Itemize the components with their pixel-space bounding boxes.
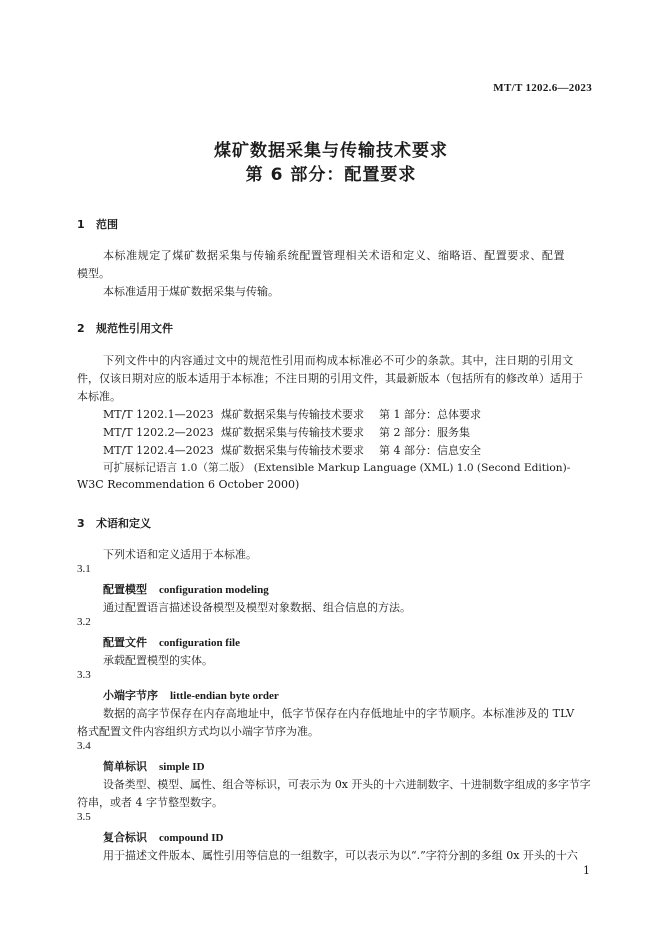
clause-number: 3.3 (77, 669, 91, 681)
reference-title: 煤矿数据采集与传输技术要求 (221, 444, 364, 457)
clause-number: 3.4 (77, 740, 91, 752)
term-definition: 用于描述文件版本、属性引用等信息的一组数字，可以表示为以“.”字符分割的多组 0x 开头的十六 (103, 849, 578, 862)
term-english: simple ID (159, 761, 205, 773)
section-title: 范围 (96, 218, 118, 231)
paragraph-line: 模型。 (77, 267, 110, 280)
term-chinese: 复合标识 (103, 831, 147, 844)
section-title: 术语和定义 (96, 517, 151, 530)
reference-xml-line: W3C Recommendation 6 October 2000) (77, 478, 300, 491)
term-definition: 通过配置语言描述设备模型及模型对象数据、组合信息的方法。 (103, 601, 411, 614)
clause-number: 3.2 (77, 616, 91, 628)
reference-item (103, 442, 481, 458)
reference-code: MT/T 1202.1—2023 (103, 408, 214, 421)
reference-part: 第 4 部分：信息安全 (379, 444, 481, 457)
reference-code: MT/T 1202.4—2023 (103, 444, 214, 457)
section-heading-normative-references (77, 320, 173, 336)
term-chinese: 配置模型 (103, 583, 147, 596)
reference-part: 第 2 部分：服务集 (379, 426, 470, 439)
term-definition: 承载配置模型的实体。 (103, 654, 213, 667)
document-subtitle: 第 6 部分：配置要求 (245, 165, 417, 185)
term-english: little-endian byte order (170, 690, 279, 702)
reference-code: MT/T 1202.2—2023 (103, 426, 214, 439)
term-english: configuration file (159, 637, 240, 649)
term-entry (103, 829, 224, 845)
section-number: 2 (77, 322, 85, 335)
clause-number: 3.5 (77, 811, 91, 823)
paragraph-line: 件，仅该日期对应的版本适用于本标准；不注日期的引用文件，其最新版本（包括所有的修改单）适用于 (77, 372, 583, 385)
paragraph-line: 下列文件中的内容通过文中的规范性引用而构成本标准必不可少的条款。其中，注日期的引用文 (103, 354, 574, 367)
term-entry (103, 581, 269, 597)
reference-title: 煤矿数据采集与传输技术要求 (221, 426, 364, 439)
term-definition: 设备类型、模型、属性、组合等标识，可表示为 0x 开头的十六进制数字、十进制数字组成的多字节字 (103, 778, 591, 791)
reference-part: 第 1 部分：总体要求 (379, 408, 481, 421)
section-heading-scope (77, 216, 118, 232)
paragraph: 本标准适用于煤矿数据采集与传输。 (103, 285, 279, 298)
term-entry (103, 758, 205, 774)
term-entry (103, 687, 279, 703)
term-chinese: 配置文件 (103, 636, 147, 649)
term-definition: 符串，或者 4 字节整型数字。 (77, 796, 223, 809)
standard-number: MT/T 1202.6—2023 (493, 82, 592, 94)
section-title: 规范性引用文件 (96, 322, 173, 335)
section-heading-terms (77, 515, 151, 531)
term-chinese: 简单标识 (103, 760, 147, 773)
reference-item (103, 424, 470, 440)
page-number: 1 (583, 864, 590, 877)
reference-title: 煤矿数据采集与传输技术要求 (221, 408, 364, 421)
paragraph-line: 本标准。 (77, 390, 121, 403)
paragraph-line: 本标准规定了煤矿数据采集与传输系统配置管理相关术语和定义、缩略语、配置要求、配置 (103, 249, 565, 262)
section-number: 1 (77, 218, 85, 231)
reference-item (103, 406, 481, 422)
term-definition: 数据的高字节保存在内存高地址中，低字节保存在内存低地址中的字节顺序。本标准涉及的 TLV (103, 707, 575, 720)
clause-number: 3.1 (77, 563, 91, 575)
reference-xml-line: 可扩展标记语言 1.0（第二版） (Extensible Markup Language (XML) 1.0 (Second Edition)- (103, 462, 571, 474)
term-english: configuration modeling (159, 584, 269, 596)
term-chinese: 小端字节序 (103, 689, 158, 702)
term-english: compound ID (159, 832, 224, 844)
term-definition: 格式配置文件内容组织方式均以小端字节序为准。 (77, 725, 319, 738)
section-number: 3 (77, 517, 85, 530)
document-title: 煤矿数据采集与传输技术要求 (214, 141, 448, 161)
paragraph: 下列术语和定义适用于本标准。 (103, 548, 257, 561)
term-entry (103, 634, 240, 650)
